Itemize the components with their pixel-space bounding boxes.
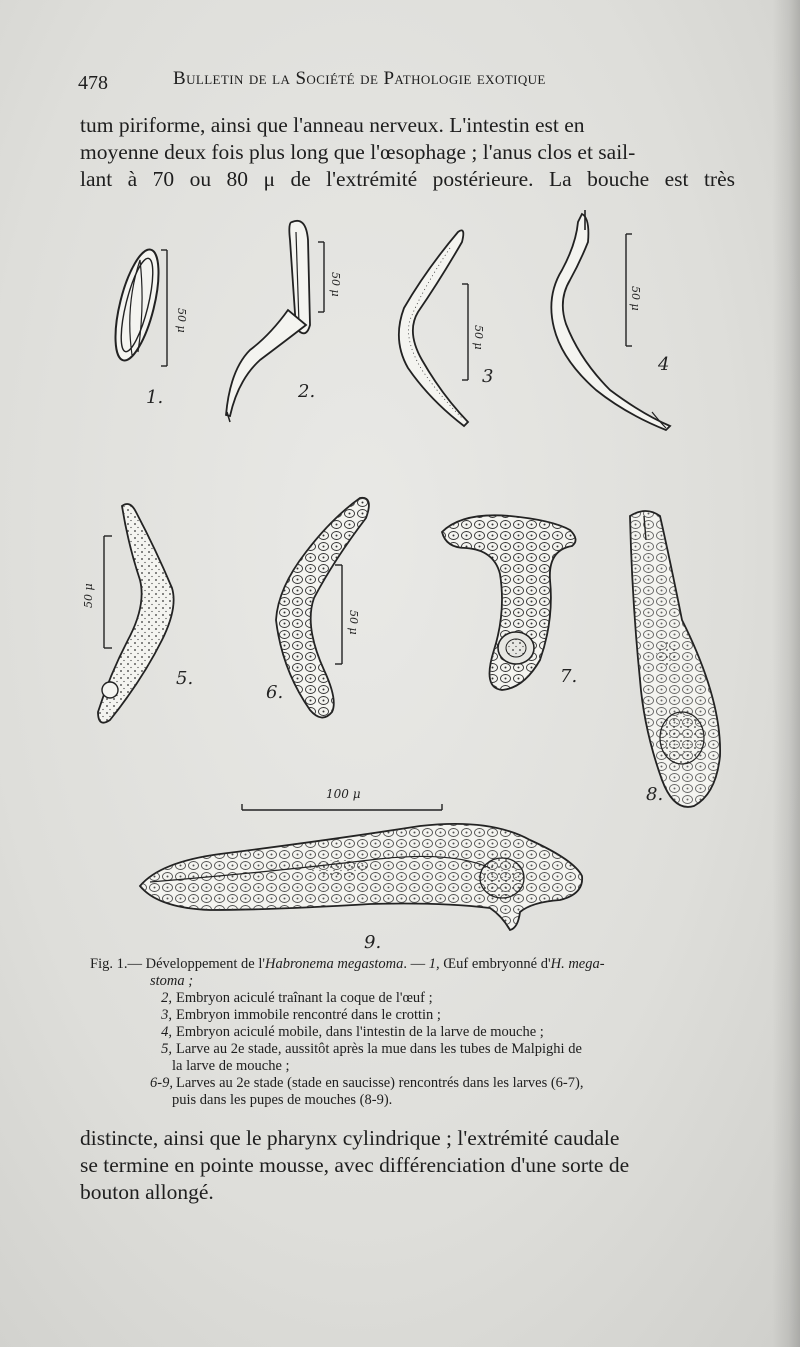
larva-6-sausage-stage <box>276 498 369 718</box>
caption-item-num: 3, <box>161 1007 172 1023</box>
panel-label-2: 2. <box>298 381 316 402</box>
scale-label-9: 100 μ <box>326 787 361 801</box>
caption-item-text: Larve au 2e stade, aussitôt après la mue dans les tubes de Malpighi de <box>176 1041 582 1057</box>
caption-item-text: Embryon immobile rencontré dans le crottin ; <box>176 1007 441 1023</box>
scale-label-2: 50 μ <box>329 272 342 297</box>
page-spine-shadow <box>772 0 800 1347</box>
caption-line-1b <box>90 973 740 990</box>
scale-label-3: 50 μ <box>472 325 485 350</box>
caption-item <box>90 1024 740 1041</box>
caption-item <box>90 1075 740 1092</box>
figure-caption <box>90 956 740 1109</box>
caption-item <box>90 1007 740 1024</box>
text-line: tum piriforme, ainsi que l'anneau nerveux. L'intestin est en <box>80 113 585 137</box>
caption-item-text: Larves au 2e stade (stade en saucisse) rencontrés dans les larves (6-7), <box>176 1075 584 1091</box>
larva-4-mobile-embryo <box>551 210 670 430</box>
larva-3-immobile-embryo <box>399 230 468 426</box>
caption-item-text: puis dans les pupes de mouches (8-9). <box>172 1092 393 1108</box>
caption-item-cont <box>90 1058 740 1075</box>
larva-1-egg <box>107 246 168 365</box>
figure-drawings <box>70 200 750 960</box>
scale-bar-1 <box>161 250 188 366</box>
larva-9-pupa-sausage <box>140 824 582 930</box>
text-line: moyenne deux fois plus long que l'œsophage ; l'anus clos et sail- <box>80 140 636 164</box>
text-line: se termine en pointe mousse, avec différenciation d'une sorte de <box>80 1153 630 1177</box>
scale-bar-5 <box>82 536 112 648</box>
caption-num-1: 1, <box>428 956 440 972</box>
panel-label-6: 6. <box>266 682 284 703</box>
panel-label-4: 4 <box>658 354 670 375</box>
panel-label-8: 8. <box>646 784 664 805</box>
caption-item-num: 5, <box>161 1041 172 1057</box>
scale-label-4: 50 μ <box>629 286 642 311</box>
caption-item-num: 4, <box>161 1024 172 1040</box>
panel-label-7: 7. <box>560 666 578 687</box>
caption-item-num: 6-9, <box>150 1075 173 1091</box>
scale-label-6: 50 μ <box>347 610 360 635</box>
page-header <box>78 66 738 98</box>
caption-species-abbr: H. mega- <box>550 956 605 972</box>
caption-item <box>90 990 740 1007</box>
bottom-paragraph <box>80 1125 735 1206</box>
larva-7-sausage-stage <box>442 515 576 690</box>
caption-item <box>90 1041 740 1058</box>
scale-bar-9 <box>242 787 442 810</box>
caption-item-text: Embryon aciculé mobile, dans l'intestin de la larve de mouche ; <box>176 1024 544 1040</box>
caption-item-text: la larve de mouche ; <box>172 1058 290 1074</box>
caption-dash: . — <box>403 956 429 972</box>
scale-label-1: 50 μ <box>175 308 188 333</box>
caption-item-text: Embryon aciculé traînant la coque de l'œuf ; <box>176 990 433 1006</box>
page-number: 478 <box>78 72 108 94</box>
scale-label-5: 50 μ <box>82 583 95 608</box>
panel-label-9: 9. <box>364 932 382 953</box>
top-paragraph <box>80 112 735 193</box>
caption-item-num: 2, <box>161 990 172 1006</box>
scale-bar-4 <box>626 234 642 346</box>
panel-label-1: 1. <box>146 387 164 408</box>
panel-label-5: 5. <box>176 668 194 689</box>
text-line: bouton allongé. <box>80 1180 214 1204</box>
running-title: Bulletin de la Société de Pathologie exotique <box>173 68 546 89</box>
scale-bar-6 <box>335 565 360 664</box>
larva-5-second-stage <box>98 504 174 723</box>
caption-prefix: Fig. 1.— Développement de l' <box>90 956 265 972</box>
scale-bar-2 <box>318 242 342 312</box>
caption-species: Habronema megastoma <box>264 956 404 972</box>
caption-item-1: Œuf embryonné d' <box>439 956 551 972</box>
text-line: distincte, ainsi que le pharynx cylindrique ; l'extrémité caudale <box>80 1126 620 1150</box>
panel-label-3: 3 <box>482 366 494 387</box>
caption-item-cont <box>90 1092 740 1109</box>
caption-species-cont: stoma ; <box>150 973 194 989</box>
caption-line-1 <box>90 956 740 973</box>
text-line: lant à 70 ou 80 μ de l'extrémité postérieure. La bouche est très <box>80 167 735 191</box>
larva-8-pupa-stage <box>630 511 720 807</box>
figure-1 <box>70 200 750 960</box>
larva-2-embryo-with-shell <box>220 221 310 430</box>
